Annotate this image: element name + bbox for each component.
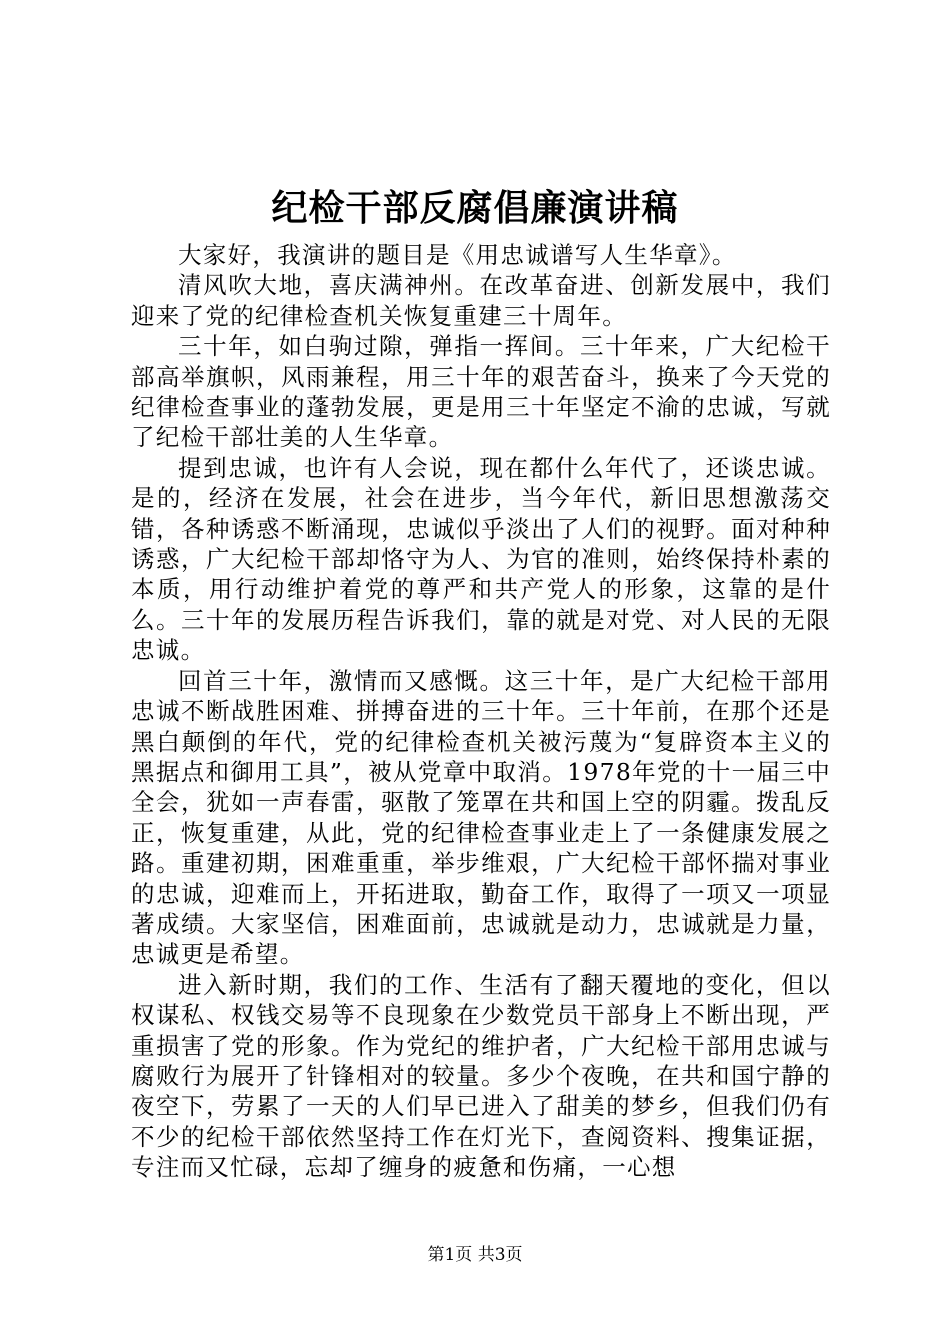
paragraph-intro: 清风吹大地，喜庆满神州。在改革奋进、创新发展中，我们迎来了党的纪律检查机关恢复重建三十周年。 [131,271,831,330]
paragraph-new-era: 进入新时期，我们的工作、生活有了翻天覆地的变化，但以权谋私、权钱交易等不良现象在少数党员干部身上不断出现，严重损害了党的形象。作为党纪的维护者，广大纪检干部用忠诚与腐败行为展开了针锋相对的较量。多少个夜晚，在共和国宁静的夜空下，劳累了一天的人们早已进入了甜美的梦乡，但我们仍有不少的纪检干部依然坚持工作在灯光下，查阅资料、搜集证据，专注而又忙碌，忘却了缠身的疲惫和伤痛，一心想 [131,970,831,1182]
document-title: 纪检干部反腐倡廉演讲稿 [271,187,679,229]
paragraph-loyalty: 提到忠诚，也许有人会说，现在都什么年代了，还谈忠诚。是的，经济在发展，社会在进步，当今年代，新旧思想激荡交错，各种诱惑不断涌现，忠诚似乎淡出了人们的视野。面对种种诱惑，广大纪检干部却恪守为人、为官的准则，始终保持朴素的本质，用行动维护着党的尊严和共产党人的形象，这靠的是什么。三十年的发展历程告诉我们，靠的就是对党、对人民的无限忠诚。 [131,453,831,665]
document-body [131,240,831,1183]
paragraph-looking-back: 回首三十年，激情而又感慨。这三十年，是广大纪检干部用忠诚不断战胜困难、拼搏奋进的三十年。三十年前，在那个还是黑白颠倒的年代，党的纪律检查机关被污蔑为“复辟资本主义的黑据点和御用工具”，被从党章中取消。1978年党的十一届三中全会，犹如一声春雷，驱散了笼罩在共和国上空的阴霾。拨乱反正，恢复重建，从此，党的纪律检查事业走上了一条健康发展之路。重建初期，困难重重，举步维艰，广大纪检干部怀揣对事业的忠诚，迎难而上，开拓进取，勤奋工作，取得了一项又一项显著成绩。大家坚信，困难面前，忠诚就是动力，忠诚就是力量，忠诚更是希望。 [131,666,831,969]
paragraph-greeting: 大家好，我演讲的题目是《用忠诚谱写人生华章》。 [178,241,737,269]
page-footer: 第1页 共3页 [427,1245,523,1265]
paragraph-thirty-years: 三十年，如白驹过隙，弹指一挥间。三十年来，广大纪检干部高举旗帜，风雨兼程，用三十年的艰苦奋斗，换来了今天党的纪律检查事业的蓬勃发展，更是用三十年坚定不渝的忠诚，写就了纪检干部壮美的人生华章。 [131,332,831,452]
